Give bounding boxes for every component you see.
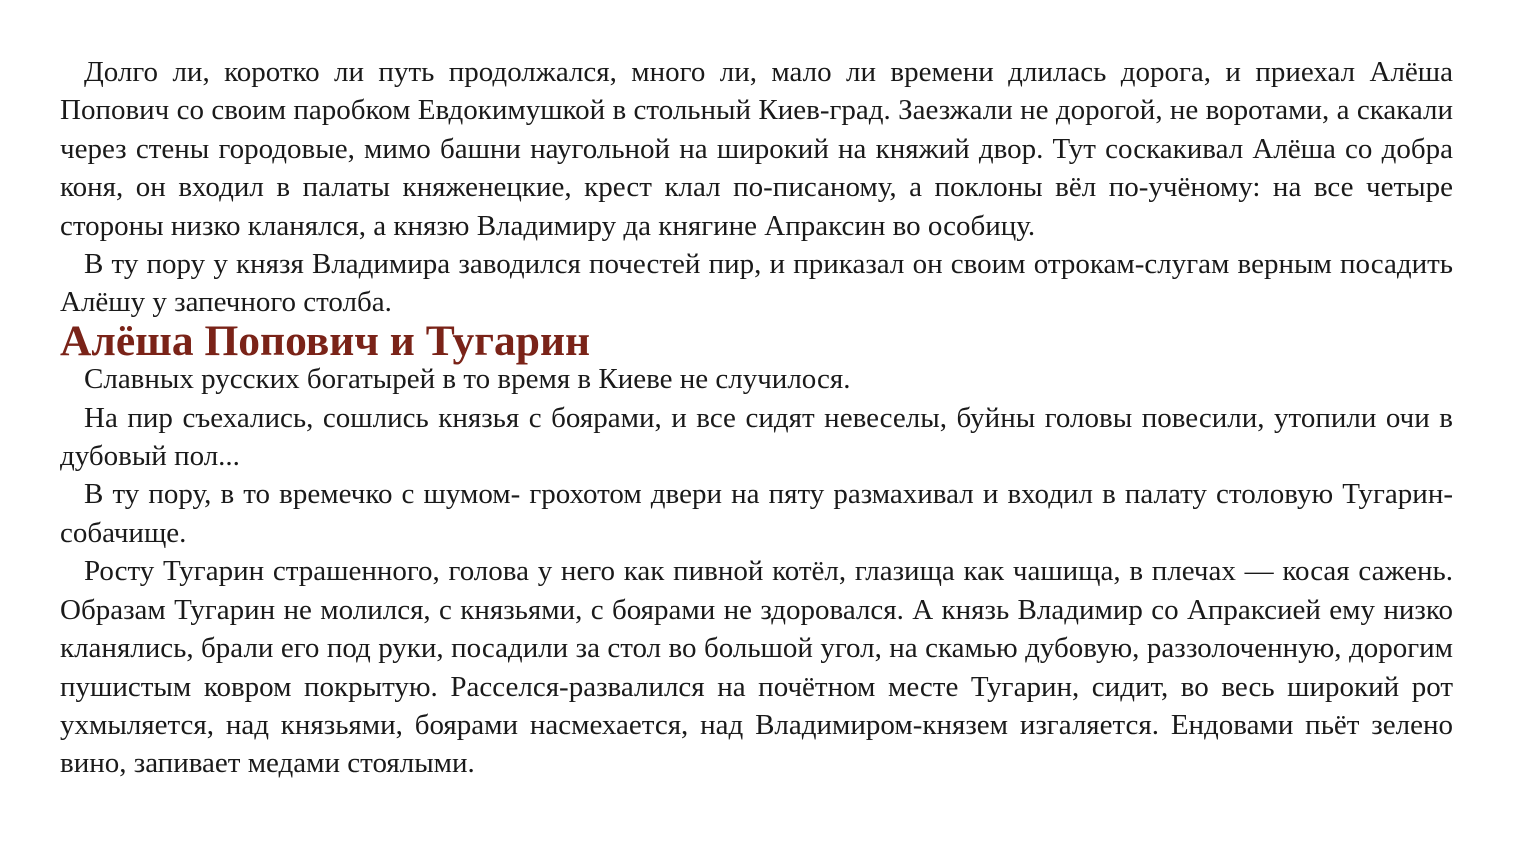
section-heading: Алёша Попович и Тугарин <box>60 316 591 365</box>
paragraph-tugarin-enters: В ту пору, в то времечко с шумом- грохотом двери на пяту размахивал и входил в палату столовую Тугарин-собачище. <box>60 478 1453 549</box>
paragraph-arrival: Долго ли, коротко ли путь продолжался, много ли, мало ли времени длилась дорога, и приехал Алёша Попович со своим паробком Евдокимушкой в стольный Киев-град. Заезжали не дорогой, не воротами, а скакали через стены городовые, мимо башни наугольной на широкий на княжий двор. Тут соскакивал Алёша со добра коня, он входил в палаты княженецкие, крест клал по-писаному, а поклоны вёл по-учёному: на все четыре стороны низко кланялся, а князю Владимиру да княгине Апраксин во особицу. <box>60 56 1453 242</box>
paragraph-guests: На пир съехались, сошлись князья с боярами, и все сидят невеселы, буйны головы повесили, утопили очи в дубовый пол... <box>60 401 1453 473</box>
paragraph-feast: В ту пору у князя Владимира заводился почестей пир, и приказал он своим отрокам-слугам верным посадить Алёшу у запечного столба. <box>60 248 1453 319</box>
paragraph-no-heroes: Славных русских богатырей в то время в Киеве не случилося. <box>84 363 851 396</box>
document-page <box>60 53 1453 783</box>
paragraph-tugarin-description: Росту Тугарин страшенного, голова у него как пивной котёл, глазища как чашища, в плечах — косая сажень. Образам Тугарин не молился, с князьями, с боярами не здоровался. А князь Владимир со Апраксией ему низко кланялись, брали его под руки, посадили за стол во большой угол, на скамью дубовую, раззолоченную, дорогим пушистым ковром покрытую. Расселся-развалился на почётном месте Тугарин, сидит, во весь широкий рот ухмыляется, над князьями, боярами насмехается, над Владимиром-князем изгаляется. Ендовами пьёт зелено вино, запивает медами стоялыми. <box>60 555 1453 780</box>
